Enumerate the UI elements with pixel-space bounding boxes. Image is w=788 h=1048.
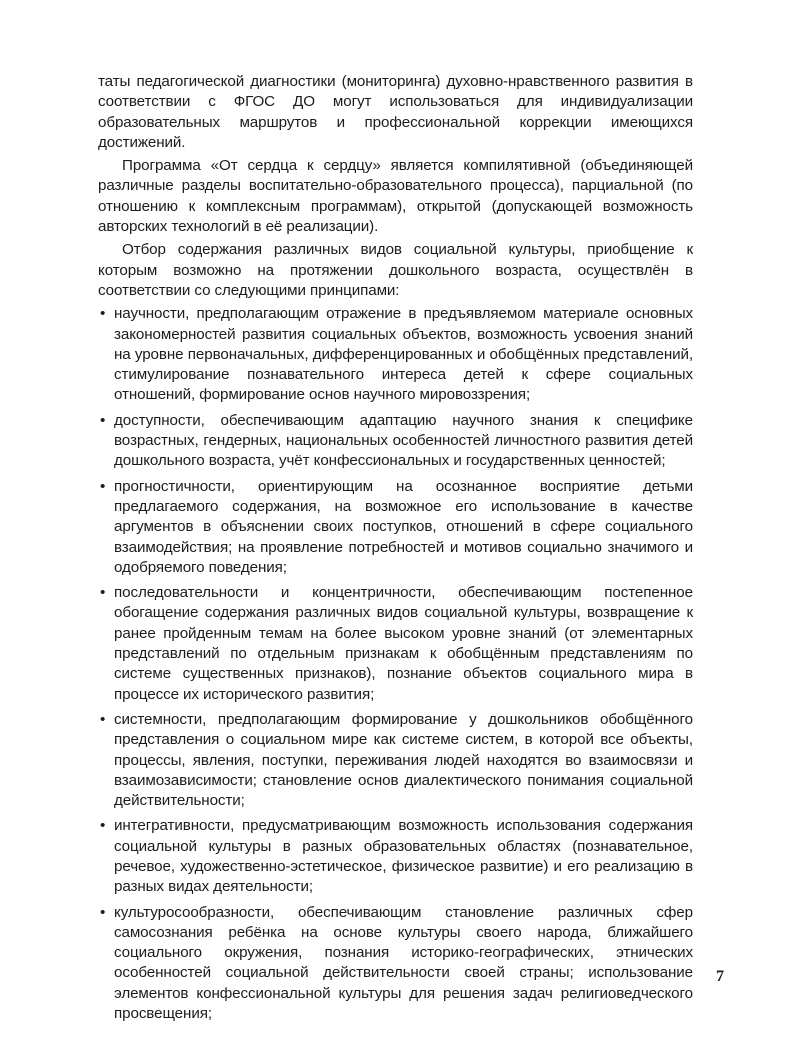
list-item-text: прогностичности, ориентирующим на осознанное восприятие детьми предлагаемого содержания, на возможное его использование в качестве аргументов в объяснении своих поступков, отношений в сфере социального взаимодействия; на проявление потребностей и мотивов социально значимого и одобряемого поведения;: [114, 477, 693, 576]
bullet-icon: •: [100, 710, 106, 728]
paragraph-program-description: Программа «От сердца к сердцу» является компилятивной (объединяющей различные разделы воспитательно-образовательного процесса), парциальной (по отношению к комплексным программам), открытой (допускающей возможность авторских технологий в её реализации).: [98, 157, 693, 236]
bullet-icon: •: [100, 477, 106, 495]
paragraph-principles-intro: Отбор содержания различных видов социальной культуры, приобщение к которым возможно на протяжении дошкольного возраста, осуществлён в соответствии со следующими принципами:: [98, 241, 693, 299]
list-item: [98, 304, 693, 405]
list-item-text: доступности, обеспечивающим адаптацию научного знания к специфике возрастных, гендерных, национальных особенностей личностного развития детей дошкольного возраста, учёт конфессиональных и государственных ценностей;: [114, 411, 693, 470]
list-item-text: научности, предполагающим отражение в предъявляемом материале основных закономерностей развития социальных объектов, возможность усвоения знаний на уровне первоначальных, дифференцированных и обобщённых представлений, стимулирование познавательного интереса детей к сфере социальных отношений, формирование основ научного мировоззрения;: [114, 305, 693, 404]
bullet-icon: •: [100, 411, 106, 429]
principles-list: [98, 304, 693, 1024]
list-item: [98, 411, 693, 472]
bullet-icon: •: [100, 305, 106, 323]
list-item: [98, 903, 693, 1025]
list-item: [98, 710, 693, 811]
bullet-icon: •: [100, 584, 106, 602]
list-item: [98, 816, 693, 897]
bullet-icon: •: [100, 817, 106, 835]
bullet-icon: •: [100, 903, 106, 921]
list-item-text: системности, предполагающим формирование у дошкольников обобщённого представления о социальном мире как системе систем, в которой все объекты, процессы, явления, поступки, переживания людей находятся во взаимосвязи и взаимозависимости; становление основ диалектического понимания социальной действительности;: [114, 710, 693, 810]
list-item-text: культуросообразности, обеспечивающим становление различных сфер самосознания ребёнка на основе культуры своего народа, ближайшего социального окружения, познания историко-географических, этнических особенностей социальной действительности своей страны; использование элементов конфессиональной культуры для решения задач религиоведческого просвещения;: [114, 903, 693, 1023]
list-item: [98, 477, 693, 578]
paragraph-continuation: таты педагогической диагностики (мониторинга) духовно-нравственного развития в соответствии с ФГОС ДО могут использоваться для индивидуализации образовательных маршрутов и профессиональной коррекции имеющихся достижений.: [98, 73, 693, 151]
list-item-text: интегративности, предусматривающим возможность использования содержания социальной культуры в разных образовательных областях (познавательное, речевое, художественно-эстетическое, физическое развитие) и его реализацию в разных видах деятельности;: [114, 817, 693, 896]
page-number: 7: [716, 968, 724, 985]
list-item-text: последовательности и концентричности, обеспечивающим постепенное обогащение содержания различных видов социальной культуры, возвращение к ранее пройденным темам на более высоком уровне знаний (от элементарных представлений по отдельным признакам к обобщённым представлениям по системе существенных признаков), познание объектов социального мира в процессе их исторического развития;: [114, 584, 693, 703]
list-item: [98, 583, 693, 705]
page-body: [98, 72, 693, 1029]
